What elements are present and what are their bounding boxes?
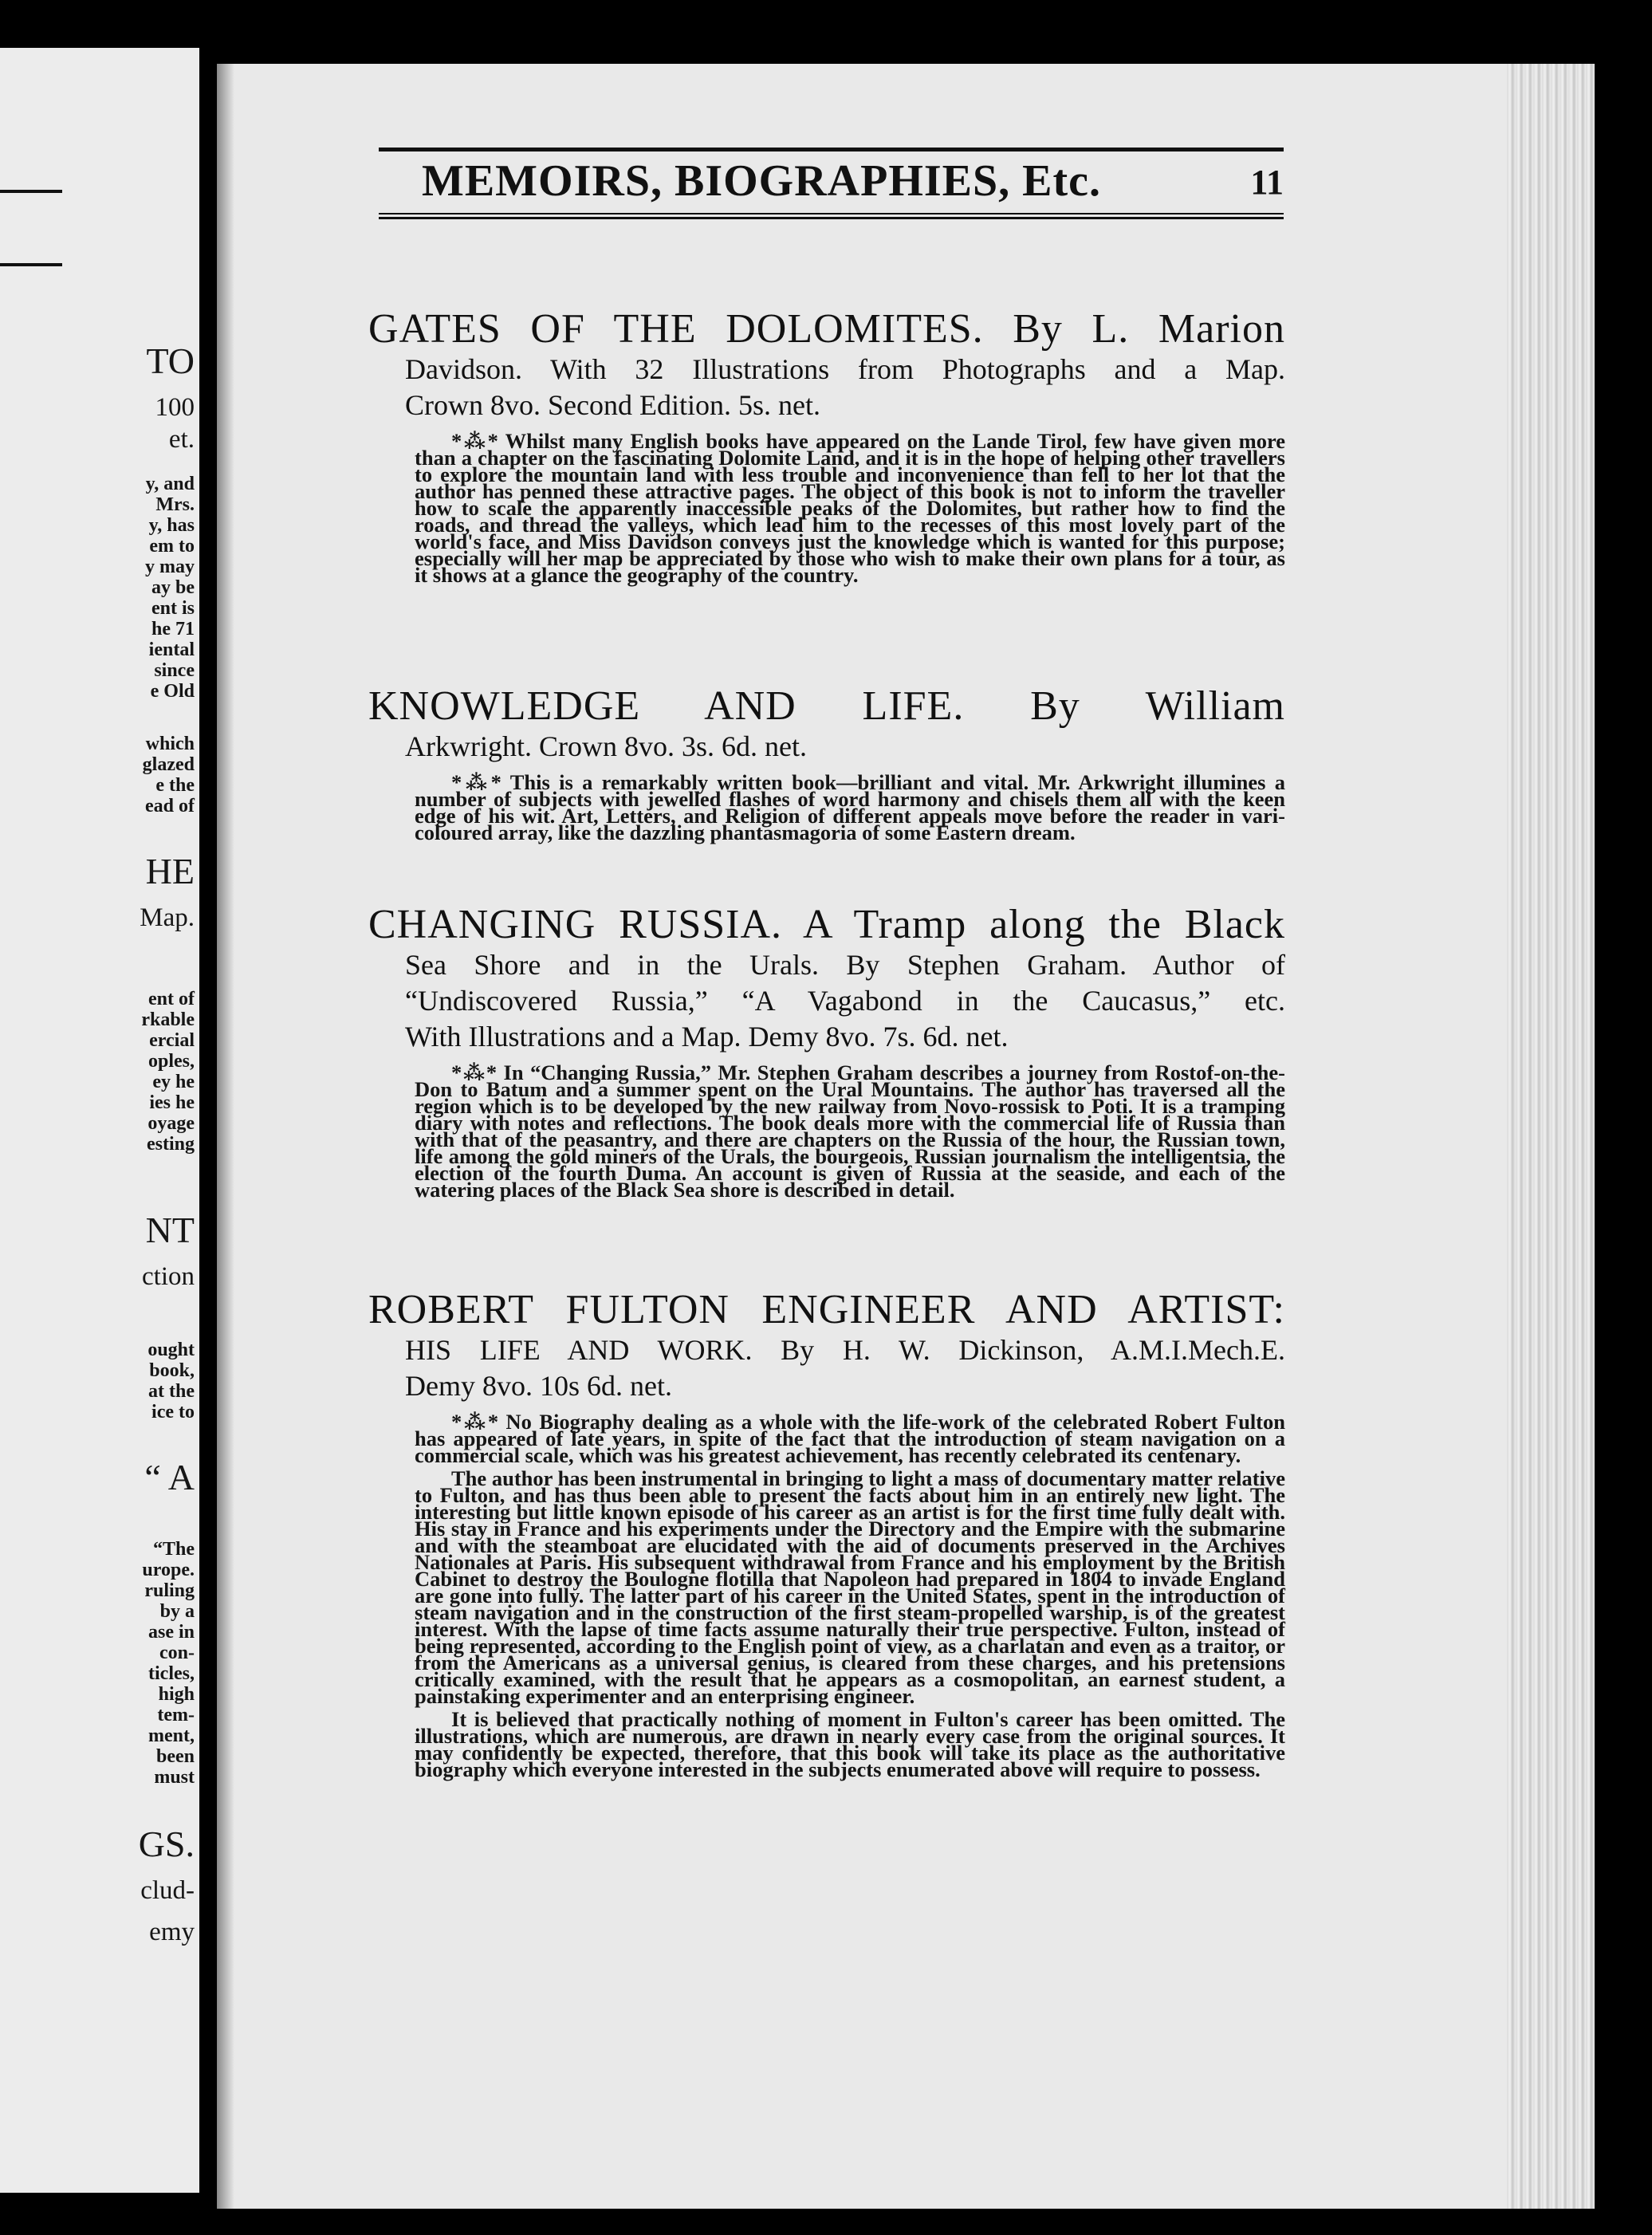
entry-details xyxy=(368,352,1285,423)
left-text-fragment: ent is xyxy=(151,598,195,619)
left-text-fragment: rkable xyxy=(141,1009,195,1030)
entry-detail-line: Davidson. With 32 Illustrations from Photographs and a Map. xyxy=(405,353,1285,385)
entry-detail-line: Arkwright. Crown 8vo. 3s. 6d. net. xyxy=(405,730,807,762)
page-edge xyxy=(1507,64,1595,2209)
entry-detail-line: With Illustrations and a Map. Demy 8vo. 7s. 6d. net. xyxy=(405,1021,1009,1053)
book-entry xyxy=(368,307,1285,590)
left-text-fragment: “The xyxy=(152,1539,195,1560)
entry-blurb xyxy=(368,1410,1285,1781)
left-text-fragment: oyage xyxy=(148,1113,195,1134)
left-text-fragment: at the xyxy=(148,1381,195,1402)
left-text-fragment: y, and xyxy=(145,474,195,494)
book-entry xyxy=(368,903,1285,1205)
blurb-paragraph: The author has been instrumental in bringing to light a mass of documentary matter relative to Fulton, and has thus been able to present the facts about him in an entirely new light. The interesting but little known episode of his career as an artist is for the first time fully dealt with. His stay in France and his experiments under the Directory and the Empire with the submarine and with the steamboat are elucidated with the aid of documents preserved in the Archives Nationales at Paris. His subsequent withdrawal from France and his employment by the British Cabinet to destroy the Boulogne flotilla that Napoleon had prepared in 1804 to invade England are gone into fully. The latter part of his career in the United States, spent in the introduction of steam navigation and in the construction of the first steam-propelled warship, is of the greatest interest. With the lapse of time facts assume naturally their true perspective. Fulton, instead of being represented, according to the English point of view, as a charlatan and even as a traitor, or from the Americans as a universal genius, is cleared from these charges, and his pretensions critically examined, with the result that he appears as a cosmopolitan, an earnest student, a painstaking experimenter and an enterprising engineer. xyxy=(415,1466,1285,1708)
left-text-fragment: oples, xyxy=(148,1051,195,1072)
left-text-fragment: tem- xyxy=(157,1705,195,1725)
entry-heading: KNOWLEDGE AND LIFE. By William xyxy=(368,683,1285,729)
entry-detail-line: Sea Shore and in the Urals. By Stephen Graham. Author of xyxy=(405,949,1285,981)
left-text-fragment: urope. xyxy=(142,1560,195,1580)
left-text-fragment: must xyxy=(154,1767,195,1788)
left-text-fragment: em to xyxy=(149,536,195,557)
left-text-fragment: ticles, xyxy=(148,1663,195,1684)
left-text-fragment: which xyxy=(145,734,195,754)
left-rule xyxy=(0,263,62,266)
left-text-fragment: Mrs. xyxy=(155,494,195,515)
left-text-fragment: HE xyxy=(145,851,195,891)
left-text-fragment: iental xyxy=(148,639,195,660)
book-entry xyxy=(368,1288,1285,1784)
left-text-fragment: ercial xyxy=(149,1030,195,1051)
left-text-fragment: NT xyxy=(145,1210,195,1250)
left-text-fragment: TO xyxy=(146,340,195,381)
entry-heading: CHANGING RUSSIA. A Tramp along the Black xyxy=(368,902,1285,947)
left-page-fragment xyxy=(0,48,199,2193)
left-text-fragment: ase in xyxy=(148,1622,195,1643)
blurb-paragraph: It is believed that practically nothing of moment in Fulton's career has been omitted. The illustrations, which are numerous, are drawn in nearly every case from the original sources. It may confidently be expected, therefore, that this book will take its place as the authoritative biography which everyone interested in the subjects enumerated above will require to possess. xyxy=(415,1707,1285,1781)
blurb-paragraph: *⁂* Whilst many English books have appeared on the Lande Tirol, few have given more than a chapter on the fascinating Dolomite Land, and it is in the hope of helping other travellers to explore the mountain land with less trouble and inconvenience than fell to her lot that the author has penned these attractive pages. The object of this book is not to inform the traveller how to scale the apparently inaccessible peaks of the Dolomites, but rather how to find the roads, and thread the valleys, which lead him to the recesses of this most lovely part of the world's face, and Miss Davidson conveys just the knowledge which is wanted for this purpose; especially will her map be appreciated by those who wish to make their own plans for a tour, as it shows at a glance the geography of the country. xyxy=(415,429,1285,587)
left-text-fragment: he 71 xyxy=(151,619,195,639)
entry-blurb xyxy=(368,1060,1285,1202)
entry-detail-line: “Undiscovered Russia,” “A Vagabond in the Caucasus,” etc. xyxy=(405,985,1285,1017)
left-text-fragment: been xyxy=(156,1746,195,1767)
entry-blurb xyxy=(368,770,1285,844)
head-rule-double xyxy=(379,213,1284,219)
left-text-fragment: by a xyxy=(159,1601,195,1622)
entry-details xyxy=(368,729,1285,765)
entry-details xyxy=(368,1332,1285,1404)
left-text-fragment: high xyxy=(158,1684,195,1705)
left-text-fragment: ruling xyxy=(144,1580,195,1601)
entry-heading: ROBERT FULTON ENGINEER AND ARTIST: xyxy=(368,1287,1285,1332)
entry-detail-line: Crown 8vo. Second Edition. 5s. net. xyxy=(405,389,820,421)
left-text-fragment: ies he xyxy=(149,1092,195,1113)
running-head xyxy=(379,148,1284,259)
book-entry xyxy=(368,684,1285,848)
left-text-fragment: y may xyxy=(145,557,195,577)
left-text-fragment: ay be xyxy=(151,577,195,598)
left-text-fragment: ey he xyxy=(152,1072,195,1092)
left-text-fragment: glazed xyxy=(142,754,195,775)
left-text-fragment: emy xyxy=(149,1918,195,1946)
left-text-fragment: GS. xyxy=(138,1824,195,1864)
left-text-fragment: esting xyxy=(147,1134,195,1155)
left-text-fragment: ent of xyxy=(148,989,195,1009)
left-text-fragment: ment, xyxy=(148,1725,195,1746)
left-text-fragment: e the xyxy=(155,775,195,796)
entry-blurb xyxy=(368,429,1285,587)
head-rule xyxy=(379,148,1284,151)
left-text-fragment: y, has xyxy=(148,515,195,536)
left-text-fragment: 100 xyxy=(155,393,195,422)
blurb-paragraph: *⁂* No Biography dealing as a whole with the life-work of the celebrated Robert Fulton has appeared of late years, in spite of the fact that the introduction of steam navigation on a commercial scale, which was his greatest achievement, has recently celebrated its centenary. xyxy=(415,1410,1285,1467)
left-text-fragment: ead of xyxy=(145,796,195,816)
left-rule xyxy=(0,190,62,193)
entry-details xyxy=(368,947,1285,1055)
left-text-fragment: book, xyxy=(149,1360,195,1381)
page-shadow xyxy=(217,64,234,2209)
entry-heading: GATES OF THE DOLOMITES. By L. Marion xyxy=(368,306,1285,352)
blurb-paragraph: *⁂* In “Changing Russia,” Mr. Stephen Graham describes a journey from Rostof-on-the-Don to Batum and a summer spent on the Ural Mountains. The author has traversed all the region which is to be developed by the new railway from Novo-rossisk to Poti. It is a tramping diary with notes and reflections. The book deals more with the commercial life of Russia than with that of the peasantry, and there are chapters on the Russia of the hour, the Russian town, life among the gold miners of the Urals, the bourgeois, Russian journalism the intelligentsia, the election of the fourth Duma. An account is given of Russia at the seaside, and each of the watering places of the Black Sea shore is described in detail. xyxy=(415,1060,1285,1202)
left-text-fragment: since xyxy=(154,660,195,681)
left-text-fragment: ice to xyxy=(151,1402,195,1422)
left-text-fragment: “ A xyxy=(144,1457,195,1497)
page-number: 11 xyxy=(1250,163,1284,202)
entry-detail-line: Demy 8vo. 10s 6d. net. xyxy=(405,1370,672,1402)
left-text-fragment: e Old xyxy=(150,681,195,702)
left-text-fragment: et. xyxy=(168,425,195,454)
left-text-fragment: con- xyxy=(159,1643,195,1663)
left-text-fragment: ction xyxy=(142,1262,195,1291)
blurb-paragraph: *⁂* This is a remarkably written book—brilliant and vital. Mr. Arkwright illumines a number of subjects with jewelled flashes of word harmony and chisels them all with the keen edge of his wit. Art, Letters, and Religion of different appeals move before the reader in vari-coloured array, like the dazzling phantasmagoria of some Eastern dream. xyxy=(415,770,1285,844)
running-head-title: MEMOIRS, BIOGRAPHIES, Etc. xyxy=(421,156,1102,206)
left-text-fragment: clud- xyxy=(140,1876,195,1905)
left-text-fragment: Map. xyxy=(140,903,195,932)
left-text-fragment: ought xyxy=(148,1340,195,1360)
entry-detail-line: HIS LIFE AND WORK. By H. W. Dickinson, A.M.I.Mech.E. xyxy=(405,1334,1285,1366)
